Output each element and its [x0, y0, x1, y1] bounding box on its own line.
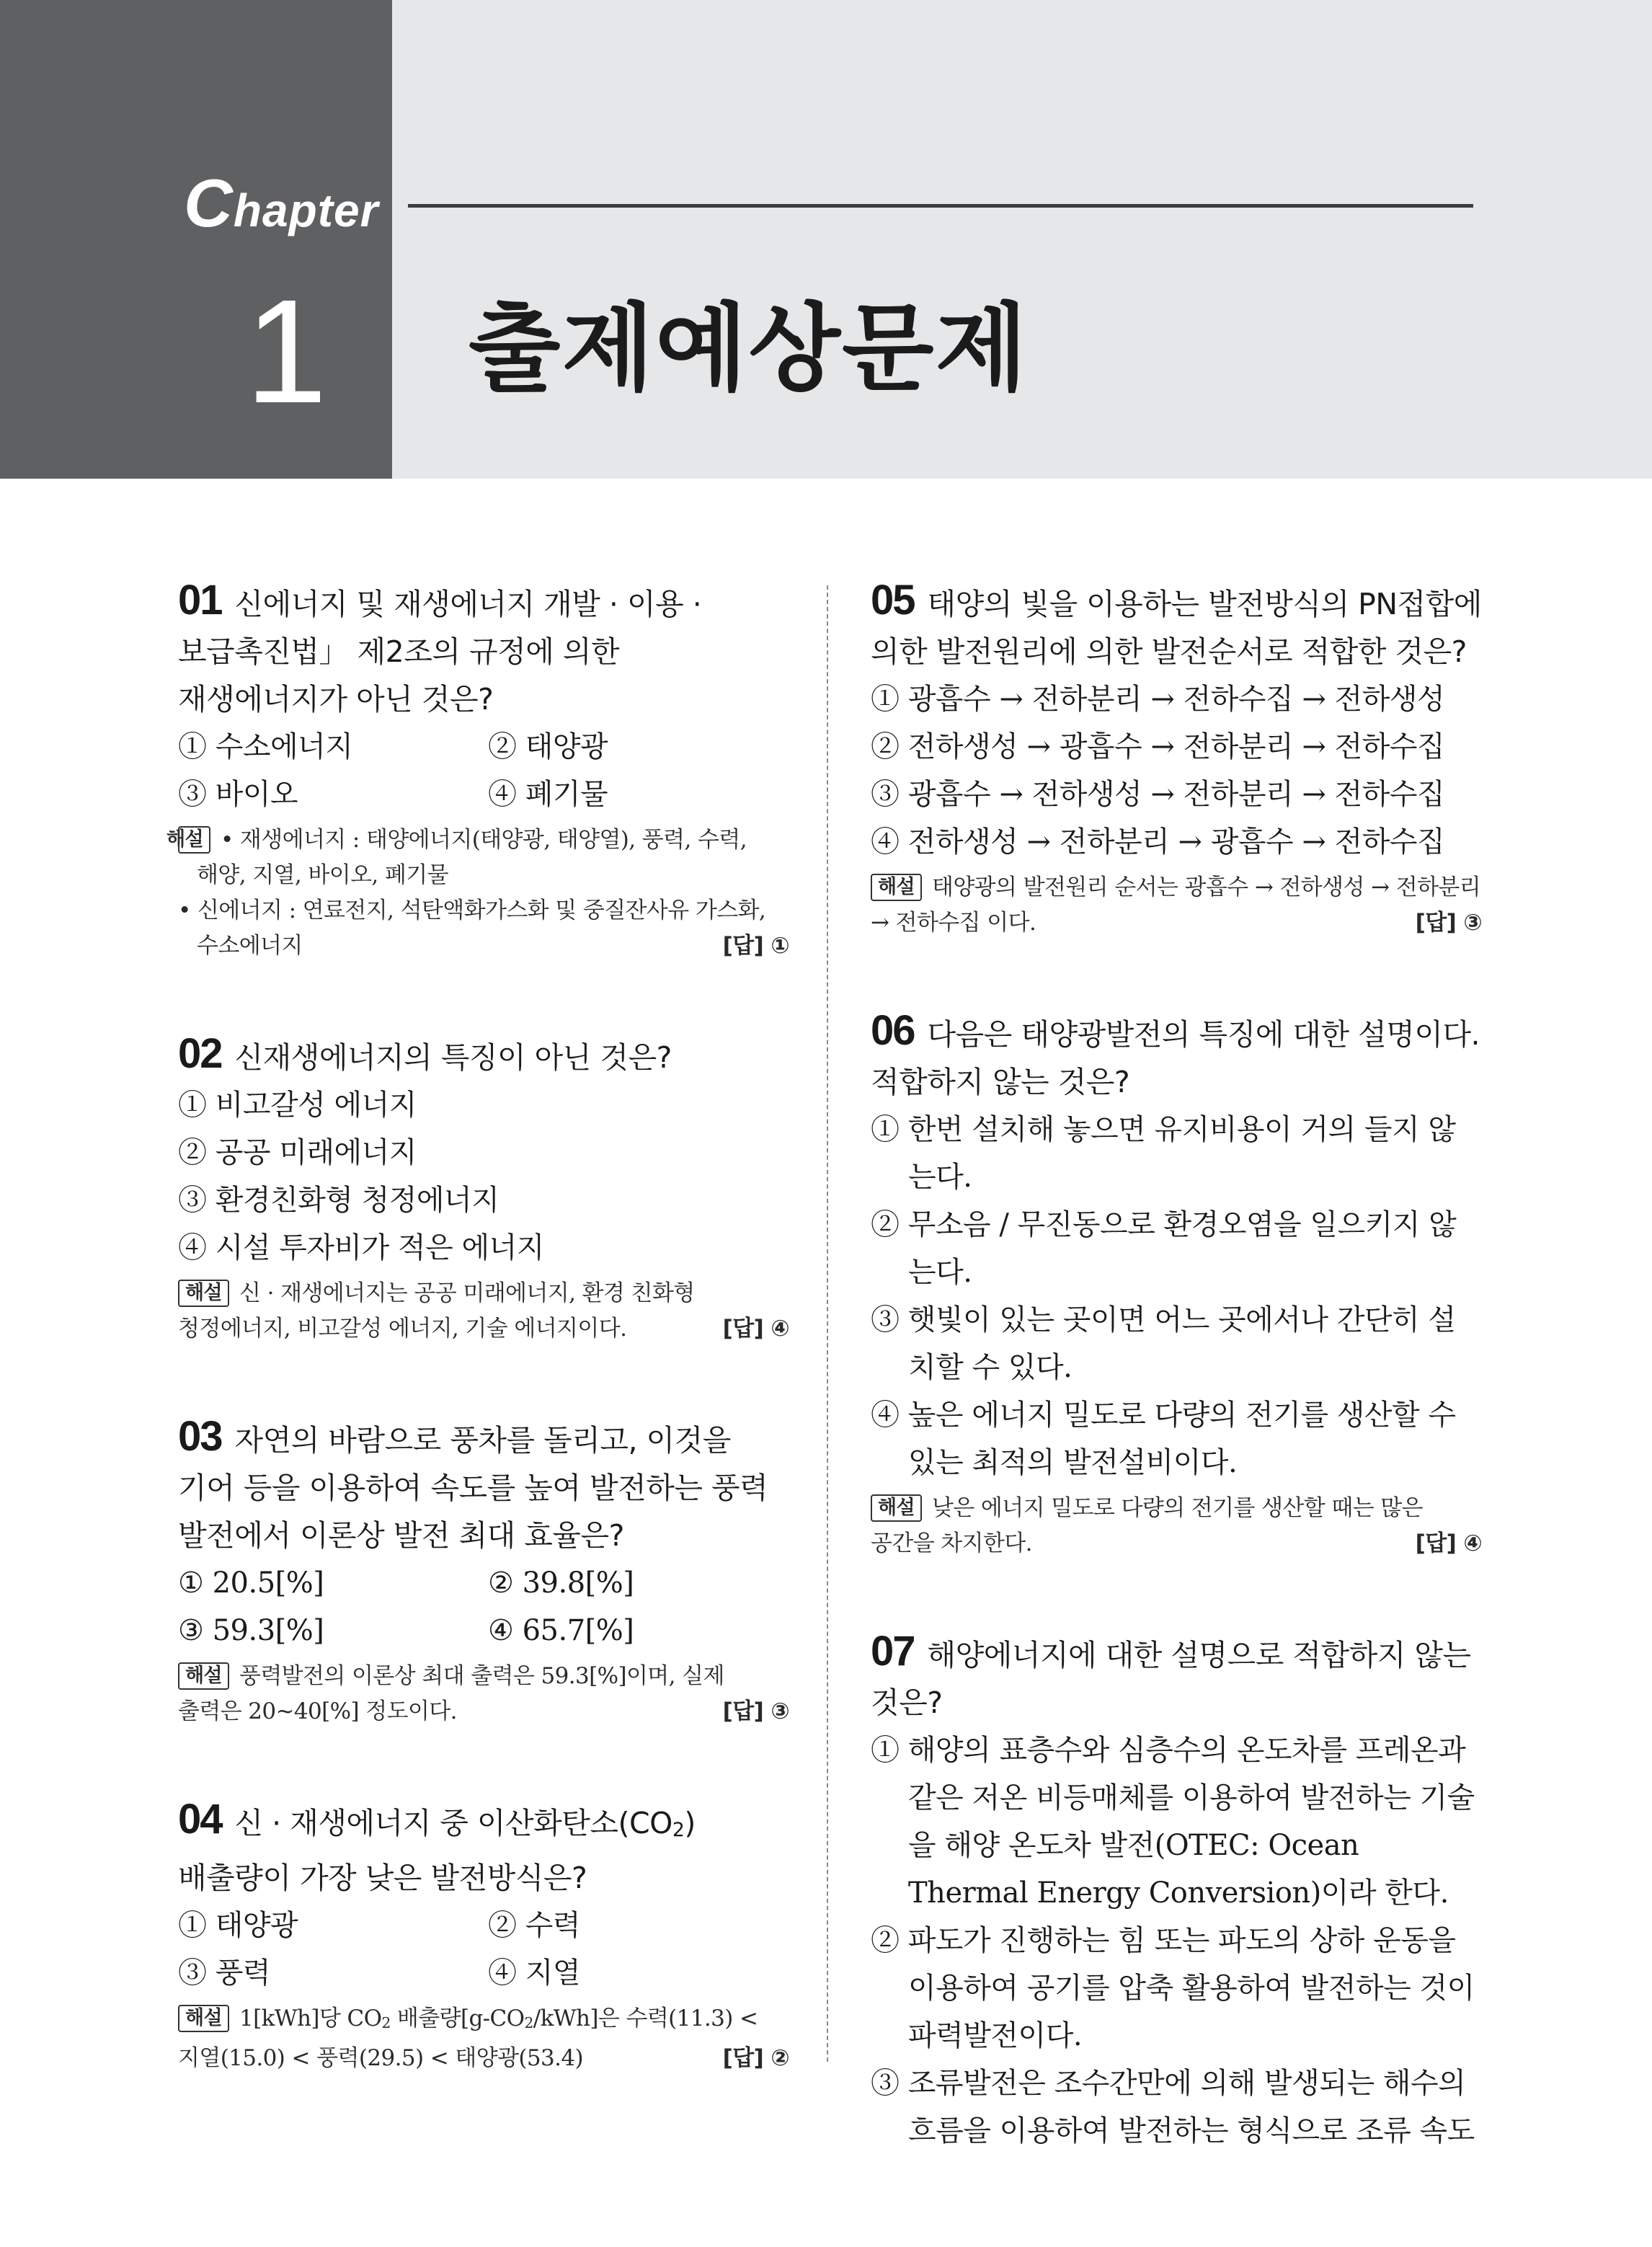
question-text: 자연의 바람으로 풍차를 돌리고, 이것을 기어 등을 이용하여 속도를 높여 발전하는 풍력 발전에서 이론상 발전 최대 효율은?	[178, 1423, 768, 1553]
explanation: 해설 태양광의 발전원리 순서는 광흡수 → 전하생성 → 전하분리 → 전하수집 이다. [답] ③	[871, 870, 1482, 941]
explanation-badge: 해설	[178, 1662, 229, 1690]
option-1: ① 해양의 표층수와 심층수의 온도차를 프레온과 같은 저온 비등매체를 이용하여 발전하는 기술을 해양 온도차 발전(OTEC: Ocean Thermal Energy Conversion)이라 한다.	[871, 1734, 1475, 1910]
question-04	[178, 1796, 789, 2076]
page-title: 출제예상문제	[468, 293, 1029, 404]
explanation: 해설 낮은 에너지 밀도로 다량의 전기를 생산할 때는 많은 공간을 차지한다. [답] ④	[871, 1491, 1482, 1561]
question-06	[871, 1007, 1482, 1561]
chapter-label: Chapter	[184, 165, 379, 241]
options	[178, 1081, 789, 1272]
option-4: ④ 지열	[488, 1956, 580, 1990]
question-01	[166, 577, 789, 964]
options	[178, 723, 789, 818]
answer-label: [답] ①	[722, 933, 789, 959]
explanation: 해설 풍력발전의 이론상 최대 출력은 59.3[%]이며, 실제 출력은 20~40[%] 정도이다. [답] ③	[178, 1659, 789, 1729]
option-4: ④ 시설 투자비가 적은 에너지	[178, 1231, 544, 1264]
question-05	[871, 577, 1482, 941]
option-4: ④ 65.7[%]	[488, 1614, 634, 1647]
options	[871, 1106, 1482, 1486]
explanation: 해설 신 · 재생에너지는 공공 미래에너지, 환경 친화형 청정에너지, 비고갈성 에너지, 기술 에너지이다. [답] ④	[178, 1276, 789, 1347]
option-4: ④ 폐기물	[488, 778, 608, 811]
option-1: ① 광흡수 → 전하분리 → 전하수집 → 전하생성	[871, 683, 1445, 716]
option-1: ① 수소에너지	[178, 730, 353, 763]
option-2: ② 39.8[%]	[488, 1566, 634, 1600]
explanation-badge: 해설	[178, 2005, 229, 2032]
question-text: 신 · 재생에너지 중 이산화탄소(CO2) 배출량이 가장 낮은 발전방식은?	[178, 1806, 696, 1895]
chapter-band-right	[392, 0, 1652, 479]
question-number: 01	[178, 577, 222, 624]
option-1: ① 태양광	[178, 1908, 298, 1942]
option-1: ① 한번 설치해 놓으면 유지비용이 거의 들지 않는다.	[871, 1113, 1456, 1194]
explanation-badge: 해설	[178, 826, 210, 854]
column-divider	[827, 585, 828, 2062]
answer-label: [답] ②	[722, 2045, 789, 2071]
chapter-rule	[408, 204, 1473, 208]
answer-label: [답] ③	[1415, 910, 1482, 936]
option-2: ② 전하생성 → 광흡수 → 전하분리 → 전하수집	[871, 730, 1445, 763]
question-text: 태양의 빛을 이용하는 발전방식의 PN접합에 의한 발전원리에 의한 발전순서로 적합한 것은?	[871, 587, 1482, 669]
option-2: ② 수력	[488, 1908, 580, 1942]
explanation-badge: 해설	[871, 1494, 922, 1522]
option-2: ② 무소음 / 무진동으로 환경오염을 일으키지 않는다.	[871, 1208, 1457, 1289]
option-3: ③ 조류발전은 조수간만에 의해 발생되는 해수의 흐름을 이용하여 발전하는 형식으로 조류 속도	[871, 2067, 1475, 2148]
question-07	[871, 1628, 1482, 2155]
option-3: ③ 바이오	[178, 778, 298, 811]
options	[871, 1727, 1482, 2155]
right-column	[871, 577, 1482, 2221]
option-3: ③ 광흡수 → 전하생성 → 전하분리 → 전하수집	[871, 778, 1445, 811]
question-number: 06	[871, 1007, 915, 1054]
question-number: 04	[178, 1796, 222, 1843]
option-2: ② 공공 미래에너지	[178, 1136, 417, 1169]
option-1: ① 20.5[%]	[178, 1566, 324, 1600]
option-4: ④ 전하생성 → 전하분리 → 광흡수 → 전하수집	[871, 825, 1445, 859]
explanation-badge: 해설	[178, 1280, 229, 1307]
option-3: ③ 햇빛이 있는 곳이면 어느 곳에서나 간단히 설치할 수 있다.	[871, 1303, 1456, 1384]
options	[178, 1902, 789, 1997]
question-03	[178, 1413, 789, 1729]
explanation-badge: 해설	[871, 874, 922, 901]
options	[178, 1559, 789, 1654]
option-3: ③ 풍력	[178, 1956, 270, 1990]
question-number: 07	[871, 1628, 915, 1675]
chapter-number: 1	[245, 269, 328, 434]
question-number: 05	[871, 577, 915, 624]
question-text: 신재생에너지의 특징이 아닌 것은?	[234, 1040, 672, 1075]
question-number: 03	[178, 1413, 222, 1460]
question-number: 02	[178, 1030, 222, 1077]
answer-label: [답] ③	[722, 1698, 789, 1724]
option-2: ② 태양광	[488, 730, 608, 763]
answer-label: [답] ④	[1415, 1530, 1482, 1556]
explanation: 해설 • 재생에너지 : 태양에너지(태양광, 태양열), 풍력, 수력, 해양, 지열, 바이오, 폐기물 • 신에너지 : 연료전지, 석탄액화가스화 및 중질잔사유 가스화, 수소에너지 [답] ①	[178, 823, 789, 964]
option-2: ② 파도가 진행하는 힘 또는 파도의 상하 운동을 이용하여 공기를 압축 활용하여 발전하는 것이 파력발전이다.	[871, 1924, 1475, 2052]
answer-label: [답] ④	[722, 1316, 789, 1342]
left-column	[166, 577, 789, 2142]
question-text: 다음은 태양광발전의 특징에 대한 설명이다. 적합하지 않는 것은?	[871, 1017, 1480, 1099]
explanation: 해설 1[kWh]당 CO2 배출량[g-CO2/kWh]은 수력(11.3) < 지열(15.0) < 풍력(29.5) < 태양광(53.4) [답] ②	[178, 2001, 789, 2076]
options	[871, 675, 1482, 866]
question-text: 해양에너지에 대한 설명으로 적합하지 않는 것은?	[871, 1638, 1471, 1720]
option-4: ④ 높은 에너지 밀도로 다량의 전기를 생산할 수 있는 최적의 발전설비이다.	[871, 1399, 1456, 1479]
option-3: ③ 환경친화형 청정에너지	[178, 1184, 499, 1217]
question-text: 신에너지 및 재생에너지 개발 · 이용 · 보급촉진법」 제2조의 규정에 의한 재생에너지가 아닌 것은?	[178, 587, 702, 717]
option-3: ③ 59.3[%]	[178, 1614, 324, 1647]
option-1: ① 비고갈성 에너지	[178, 1089, 417, 1122]
question-02	[178, 1030, 789, 1347]
